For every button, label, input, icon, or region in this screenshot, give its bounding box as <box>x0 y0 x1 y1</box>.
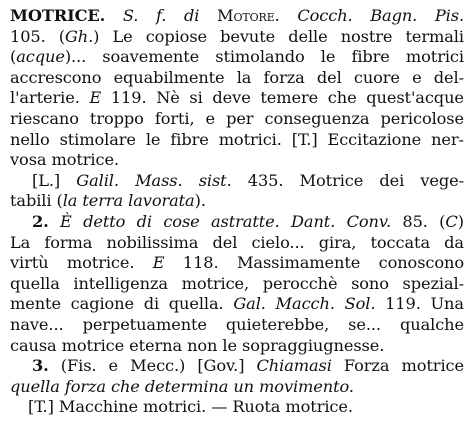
entry-line <box>10 212 464 233</box>
word: stimolando <box>215 47 305 67</box>
word: 2. <box>32 211 49 231</box>
word: delle <box>288 26 328 46</box>
word: di <box>183 6 200 25</box>
word: [T.] <box>291 129 318 149</box>
word: accrescono <box>10 67 102 87</box>
entry-line <box>10 253 464 274</box>
word: detto <box>83 211 126 231</box>
word: fibre <box>351 47 390 67</box>
text-run: tabili ( <box>10 191 63 211</box>
word: nello <box>10 129 50 149</box>
word: le <box>320 47 336 67</box>
entry-line <box>10 27 464 48</box>
word: (acque)... <box>10 47 87 67</box>
word: Una <box>430 294 464 314</box>
word: le <box>145 129 161 149</box>
word: (Gh.) <box>58 26 100 46</box>
entry-line <box>10 150 464 171</box>
word: f. <box>155 6 167 25</box>
word: forti, <box>154 108 195 128</box>
word: 105. <box>10 26 46 46</box>
word: soavemente <box>102 47 200 67</box>
word: del- <box>433 67 464 87</box>
word: motrici <box>405 47 464 67</box>
word: E <box>152 253 165 273</box>
entry-line <box>10 336 464 357</box>
word: cagione <box>70 294 134 314</box>
word: Gal. <box>233 294 266 314</box>
entry-line <box>10 356 464 377</box>
word: gira, <box>318 232 357 252</box>
word: forma <box>44 232 93 252</box>
word: riescano <box>10 108 79 128</box>
word: Mass. <box>135 170 183 190</box>
word: copiose <box>145 26 208 46</box>
word: nobilissima <box>106 232 199 252</box>
word: 435. <box>247 170 284 190</box>
word: conseguenza <box>264 108 370 128</box>
word: stimolare <box>59 129 136 149</box>
word: dei <box>379 170 405 190</box>
word: perpetuamente <box>82 314 207 334</box>
word: Bagn. <box>370 6 418 25</box>
word: e <box>108 356 119 376</box>
word: e <box>412 67 422 87</box>
word: Forza <box>343 356 390 376</box>
word: mente <box>10 294 61 314</box>
word: Mecc.) <box>130 356 186 376</box>
word: deve <box>212 88 251 108</box>
word: Le <box>112 26 133 46</box>
word: Pis. <box>434 6 464 25</box>
word: del <box>316 67 342 87</box>
word: fibre <box>170 129 209 149</box>
entry-line <box>10 315 464 336</box>
word: conoscono <box>378 253 464 273</box>
entry-line <box>10 397 464 418</box>
word: Galil. <box>76 170 119 190</box>
text-run: [T.] Macchine motrici. — Ruota motrice. <box>28 397 353 417</box>
word: che <box>327 88 357 108</box>
entry-line <box>10 233 464 254</box>
word: 3. <box>32 356 49 376</box>
word: forza <box>263 67 305 87</box>
word: motrici. <box>218 129 282 149</box>
word: motrice <box>401 356 464 376</box>
word: 119. <box>110 88 147 108</box>
word: [L.] <box>32 170 61 190</box>
word: di <box>136 211 152 231</box>
word: Conv. <box>346 211 392 231</box>
word: la <box>236 67 252 87</box>
word: nave... <box>10 314 64 334</box>
word: MOTRICE. <box>10 6 106 25</box>
entry-line <box>10 6 464 27</box>
word: Cocch. <box>297 6 353 25</box>
text-run: vosa motrice. <box>10 150 120 170</box>
word: Sol. <box>344 294 376 314</box>
word: vege- <box>420 170 464 190</box>
word: si <box>189 88 203 108</box>
word: quest'acque <box>366 88 464 108</box>
word: S. <box>122 6 139 25</box>
word: Nè <box>156 88 180 108</box>
word: astratte. <box>211 211 280 231</box>
word: Eccitazione <box>327 129 422 149</box>
word: troppo <box>89 108 144 128</box>
word: l'arterie. <box>10 88 80 108</box>
word: Motore. <box>216 6 280 25</box>
word: per <box>226 108 254 128</box>
word: cose <box>163 211 200 231</box>
word: motrice. <box>66 253 135 273</box>
word: temere <box>260 88 319 108</box>
entry-line <box>10 191 464 212</box>
word: motrice, <box>181 273 250 293</box>
word: (C) <box>439 211 464 231</box>
word: virtù <box>10 253 49 273</box>
word: (Fis. <box>60 356 97 376</box>
word: sist. <box>198 170 232 190</box>
word: da <box>444 232 464 252</box>
word: Dant. <box>291 211 336 231</box>
entry-line <box>10 109 464 130</box>
word: cielo... <box>251 232 305 252</box>
text-run: la terra lavorata <box>62 191 195 211</box>
word: perocchè <box>262 273 338 293</box>
text-run: quella forza che determina un movimento. <box>10 376 354 396</box>
word: intelligenza <box>73 273 168 293</box>
entry-line <box>10 377 464 398</box>
word: È <box>60 211 72 231</box>
word: se... <box>348 314 381 334</box>
word: Macch. <box>275 294 335 314</box>
entry-line <box>10 68 464 89</box>
word: nostre <box>340 26 393 46</box>
entry-line <box>10 47 464 68</box>
word: 119. <box>385 294 421 314</box>
entry-line <box>10 130 464 151</box>
word: 85. <box>402 211 428 231</box>
word: e <box>205 108 216 128</box>
word: La <box>10 232 31 252</box>
entry-line <box>10 171 464 192</box>
word: toccata <box>370 232 430 252</box>
word: quieterebbe, <box>225 314 330 334</box>
word: [Gov.] <box>197 356 245 376</box>
word: Massimamente <box>236 253 361 273</box>
word: di <box>143 294 160 314</box>
word: Motrice <box>299 170 364 190</box>
text-run: ). <box>194 191 206 211</box>
word: E <box>89 88 102 108</box>
word: cuore <box>353 67 400 87</box>
entry-line <box>10 88 464 109</box>
word: Chiamasi <box>256 356 332 376</box>
word: ner- <box>431 129 464 149</box>
word: equabilmente <box>113 67 225 87</box>
entry-line <box>10 274 464 295</box>
word: 118. <box>182 253 219 273</box>
word: spezial- <box>402 273 464 293</box>
word: quella. <box>168 294 224 314</box>
word: pericolose <box>380 108 464 128</box>
word: quella <box>10 273 60 293</box>
word: sono <box>351 273 389 293</box>
text-run: causa motrice eterna non le sopraggiugnesse. <box>10 335 385 355</box>
word: del <box>212 232 238 252</box>
word: termali <box>405 26 464 46</box>
word: bevute <box>220 26 276 46</box>
word: qualche <box>399 314 464 334</box>
entry-line <box>10 294 464 315</box>
